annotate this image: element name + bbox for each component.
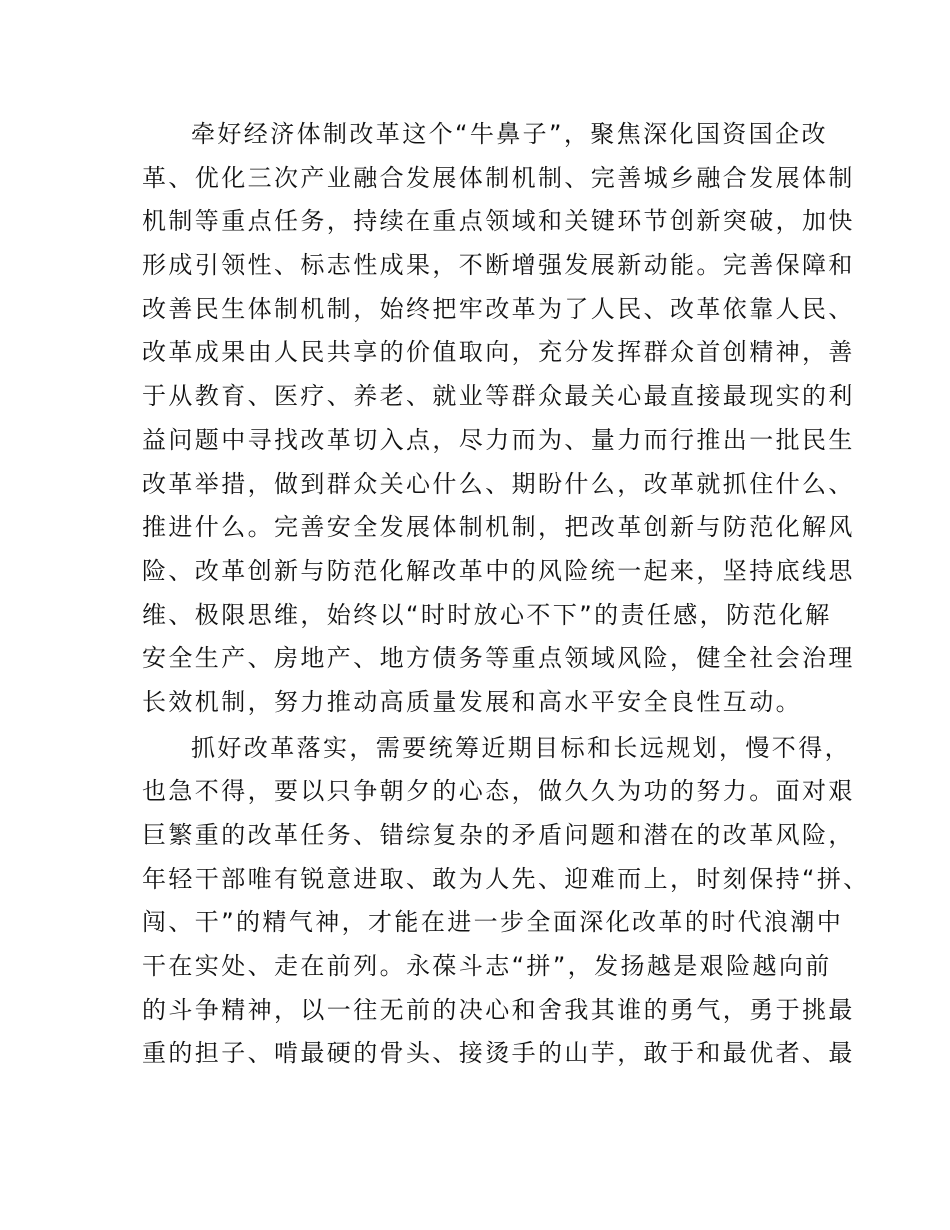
text-line: 险、改革创新与防范化解改革中的风险统一起来，坚持底线思 <box>142 556 855 585</box>
text-line: 机制等重点任务，持续在重点领域和关键环节创新突破，加快 <box>142 207 855 236</box>
text-line: 的斗争精神，以一往无前的决心和舍我其谁的勇气，勇于挑最 <box>142 995 855 1024</box>
document-page <box>142 113 870 1076</box>
text-line: 牵好经济体制改革这个“牛鼻子”，聚焦深化国资国企改 <box>191 120 828 148</box>
text-line: 安全生产、房地产、地方债务等重点领域风险，健全社会治理 <box>142 644 855 673</box>
text-line: 改革成果由人民共享的价值取向，充分发挥群众首创精神，善 <box>142 338 855 367</box>
text-line: 益问题中寻找改革切入点，尽力而为、量力而行推出一批民生 <box>142 425 855 454</box>
text-line: 抓好改革落实，需要统筹近期目标和长远规划，慢不得， <box>191 733 851 762</box>
text-line: 改革举措，做到群众关心什么、期盼什么，改革就抓住什么、 <box>142 469 855 498</box>
paragraph-2 <box>142 727 870 1077</box>
text-line: 于从教育、医疗、养老、就业等群众最关心最直接最现实的利 <box>142 382 855 411</box>
text-line: 闯、干”的精气神，才能在进一步全面深化改革的时代浪潮中 <box>142 908 844 937</box>
text-line: 形成引领性、标志性成果，不断增强发展新动能。完善保障和 <box>142 251 855 280</box>
text-line: 重的担子、啃最硬的骨头、接烫手的山芋，敢于和最优者、最 <box>142 1039 855 1068</box>
text-line: 干在实处、走在前列。永葆斗志“拼”，发扬越是艰险越向前 <box>142 952 832 981</box>
text-line: 维、极限思维，始终以“时时放心不下”的责任感，防范化解 <box>142 600 832 629</box>
text-line: 长效机制，努力推动高质量发展和高水平安全良性互动。 <box>142 687 802 716</box>
text-line: 巨繁重的改革任务、错综复杂的矛盾问题和潜在的改革风险， <box>142 821 855 849</box>
text-line: 革、优化三次产业融合发展体制机制、完善城乡融合发展体制 <box>142 163 855 192</box>
text-line: 改善民生体制机制，始终把牢改革为了人民、改革依靠人民、 <box>142 294 855 323</box>
text-line: 也急不得，要以只争朝夕的心态，做久久为功的努力。面对艰 <box>142 777 855 806</box>
text-line: 推进什么。完善安全发展体制机制，把改革创新与防范化解风 <box>142 513 855 542</box>
paragraph-1 <box>142 113 855 725</box>
text-line: 年轻干部唯有锐意进取、敢为人先、迎难而上，时刻保持“拼、 <box>142 864 870 893</box>
